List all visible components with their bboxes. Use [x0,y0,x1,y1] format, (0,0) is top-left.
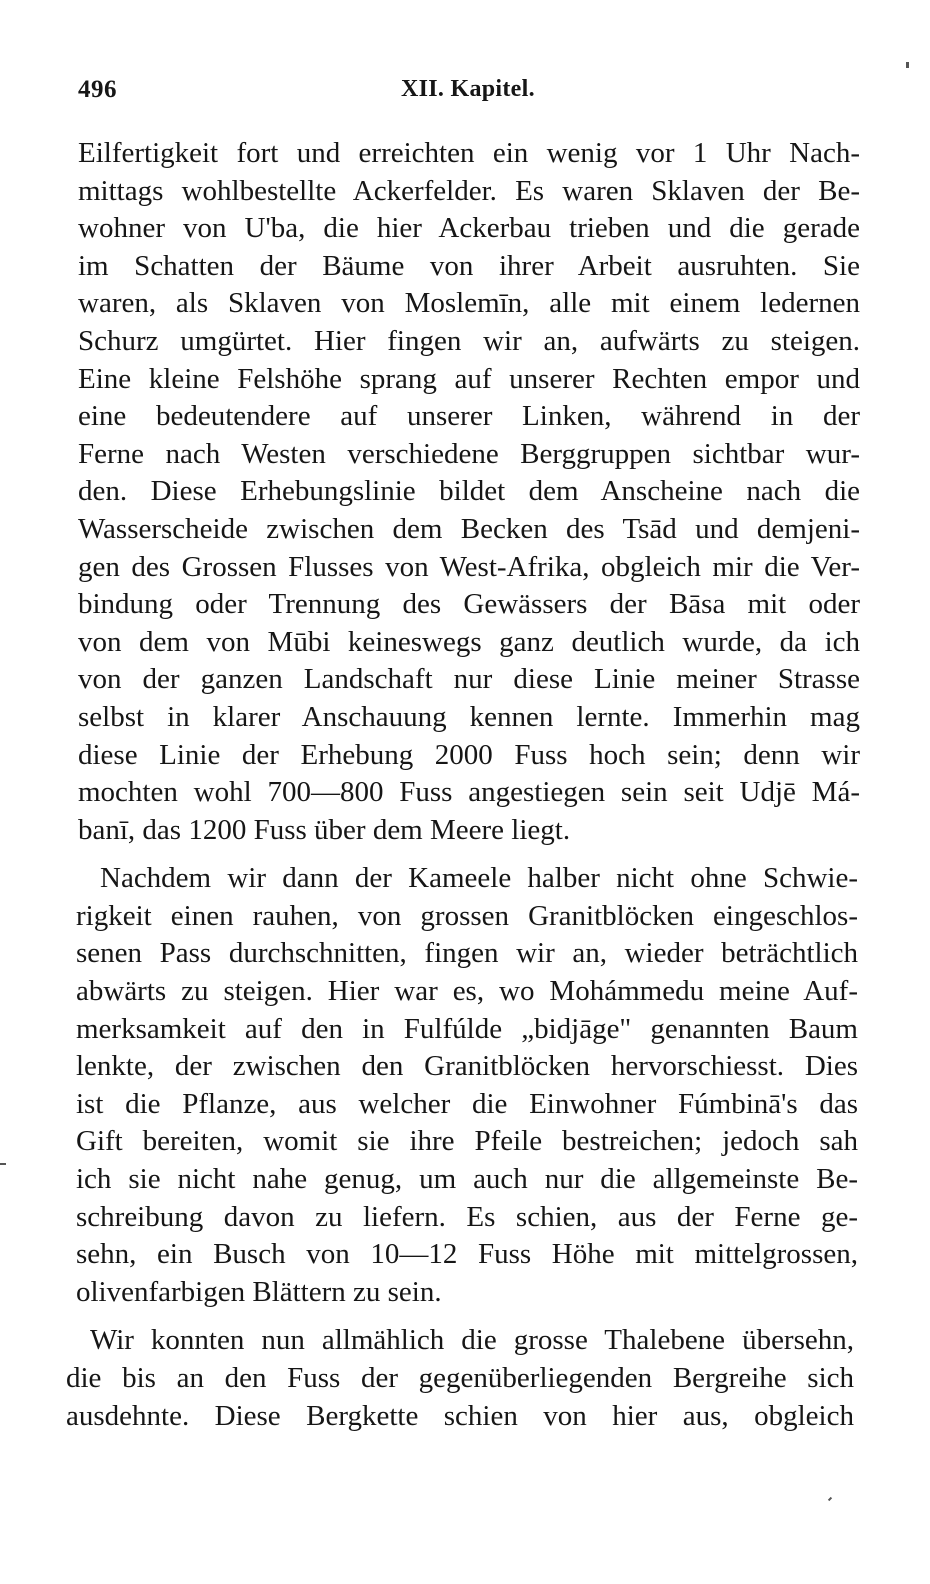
text-line: banī, das 1200 Fuss über dem Meere liegt. [78,813,571,846]
text-line: wohner von U'ba, die hier Ackerbau trieben und die gerade [78,212,860,245]
text-line: ausdehnte. Diese Bergkette schien von hier aus, obgleich [66,1399,854,1432]
text-line: senen Pass durchschnitten, fingen wir an, wieder beträchtlich [76,937,858,970]
page-number: 496 [78,76,117,103]
text-line: mochten wohl 700—800 Fuss angestiegen sein seit Udjē Má- [78,776,860,809]
text-line: ich sie nicht nahe genug, um auch nur die allgemeinste Be- [76,1163,858,1196]
text-line: olivenfarbigen Blättern zu sein. [76,1275,442,1308]
text-line: bindung oder Trennung des Gewässers der Bāsa mit oder [78,588,860,621]
text-line: selbst in klarer Anschauung kennen lernte. Immerhin mag [78,700,860,733]
text-line: rigkeit einen rauhen, von grossen Granitblöcken eingeschlos- [76,899,858,932]
text-line: von dem von Mūbi keineswegs ganz deutlich wurde, da ich [78,625,860,658]
paragraph [78,135,860,849]
text-line: den. Diese Erhebungslinie bildet dem Anscheine nach die [78,475,860,508]
running-head: XII. Kapitel. [401,76,535,102]
text-line: diese Linie der Erhebung 2000 Fuss hoch sein; denn wir [78,738,860,771]
text-line: im Schatten der Bäume von ihrer Arbeit ausruhten. Sie [78,249,860,282]
paragraph [66,1322,854,1435]
text-line: merksamkeit auf den in Fulfúlde „bidjāge" genannten Baum [76,1012,858,1045]
text-line: Eilfertigkeit fort und erreichten ein wenig vor 1 Uhr Nach- [78,137,860,169]
text-line: schreibung davon zu liefern. Es schien, aus der Ferne ge- [76,1200,858,1233]
text-line: Wasserscheide zwischen dem Becken des Tsād und demjeni- [78,512,860,545]
text-line: Wir konnten nun allmählich die grosse Thalebene übersehn, [90,1324,854,1357]
text-line: Nachdem wir dann der Kameele halber nicht ohne Schwie- [100,862,858,895]
text-line: waren, als Sklaven von Moslemīn, alle mit einem ledernen [78,287,860,320]
scan-speck [0,1163,6,1165]
paragraph [76,860,858,1311]
scan-speck [828,1497,832,1501]
text-line: ist die Pflanze, aus welcher die Einwohner Fúmbinā's das [76,1087,858,1120]
text-line: Eine kleine Felshöhe sprang auf unserer Rechten empor und [78,362,860,395]
text-line: Schurz umgürtet. Hier fingen wir an, aufwärts zu steigen. [78,324,860,357]
text-line: gen des Grossen Flusses von West-Afrika, obgleich mir die Ver- [78,550,860,583]
text-line: lenkte, der zwischen den Granitblöcken hervorschiesst. Dies [76,1050,858,1083]
text-line: Ferne nach Westen verschiedene Berggruppen sichtbar wur- [78,437,860,470]
page-header [78,76,856,112]
scan-speck [906,62,909,68]
text-line: die bis an den Fuss der gegenüberliegenden Bergreihe sich [66,1362,854,1394]
text-line: sehn, ein Busch von 10—12 Fuss Höhe mit mittelgrossen, [76,1238,858,1271]
text-line: von der ganzen Landschaft nur diese Linie meiner Strasse [78,663,860,696]
text-line: mittags wohlbestellte Ackerfelder. Es waren Sklaven der Be- [78,174,860,207]
text-line: Gift bereiten, womit sie ihre Pfeile bestreichen; jedoch sah [76,1125,858,1158]
text-line: abwärts zu steigen. Hier war es, wo Mohámmedu meine Auf- [76,975,858,1008]
body-text [66,135,860,1435]
text-line: eine bedeutendere auf unserer Linken, während in der [78,400,860,433]
